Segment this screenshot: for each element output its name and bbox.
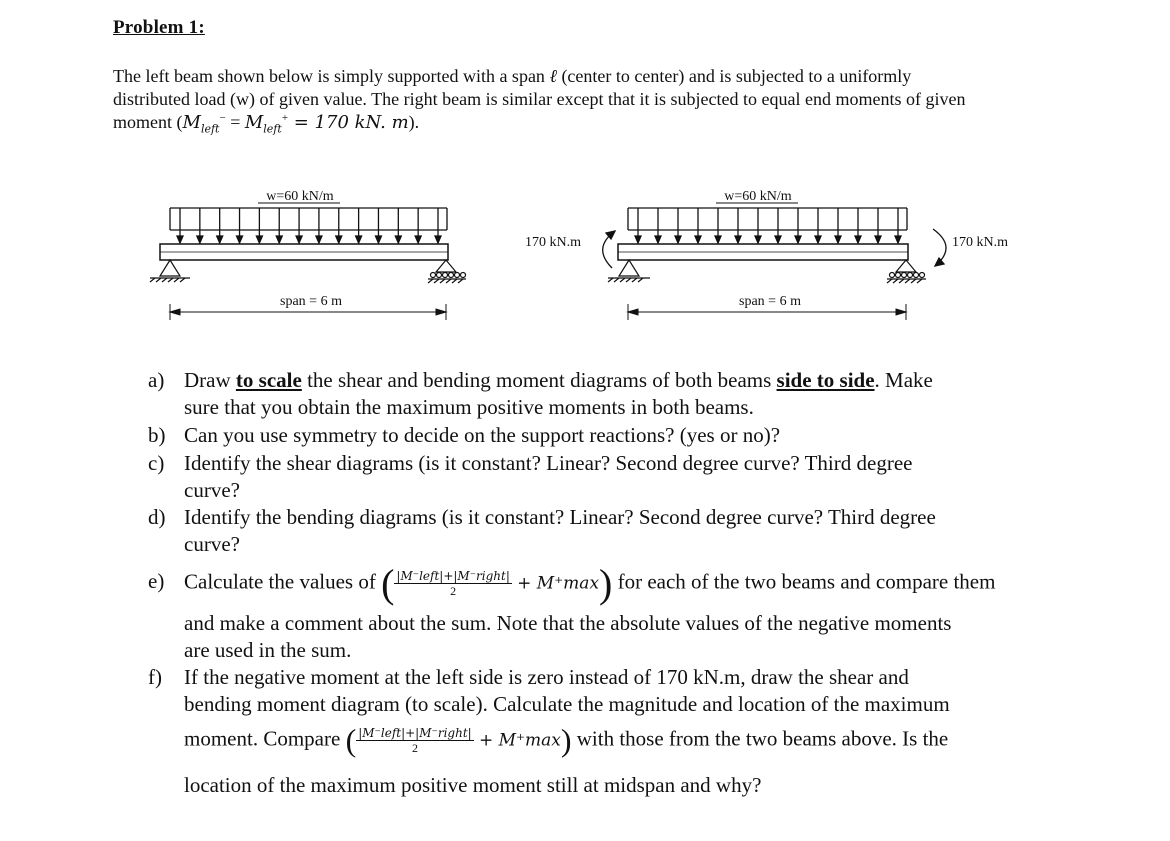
load-arrowhead	[177, 236, 183, 243]
intro-line-2: distributed load (w) of given value. The right beam is similar except that it is subjected to equal end moments of given	[113, 89, 966, 109]
emphasis-side-to-side: side to side	[776, 368, 875, 392]
load-arrowhead	[375, 236, 381, 243]
question-f-line-4: location of the maximum positive moment still at midspan and why?	[184, 773, 762, 797]
left-moment-label: 170 kN.m	[525, 235, 581, 250]
load-arrowhead	[237, 236, 243, 243]
right-beam-pin-support	[608, 260, 650, 282]
load-arrowhead	[835, 236, 841, 243]
problem-title: Problem 1:	[113, 17, 205, 38]
question-c: c) Identify the shear diagrams (is it constant? Linear? Second degree curve? Third degree	[148, 451, 913, 475]
question-f-line-2: bending moment diagram (to scale). Calculate the magnitude and location of the maximum	[184, 692, 950, 716]
left-end-moment-arrow	[603, 231, 615, 268]
moment-sum-fraction-f: $\frac{\text{|M⁻left|+|M⁻right|}}{2}$	[358, 726, 472, 755]
load-arrowhead	[735, 236, 741, 243]
load-arrowhead	[356, 236, 362, 243]
load-arrowhead	[815, 236, 821, 243]
question-e: e) Calculate the values of ( $\frac{\text{|M⁻left|+|M⁻right|}}{2}$ + M⁺max) for each of the two beams and compare them	[148, 561, 996, 606]
load-arrowhead	[256, 236, 262, 243]
right-load-label: w=60 kN/m	[724, 189, 792, 204]
load-arrowhead	[217, 236, 223, 243]
moment-sum-fraction: $\frac{\text{|M⁻left|+|M⁻right|}}{2}$	[396, 569, 510, 598]
load-arrowhead	[715, 236, 721, 243]
question-d: d) Identify the bending diagrams (is it constant? Linear? Second degree curve? Third degree	[148, 505, 936, 529]
load-arrowhead	[415, 236, 421, 243]
load-arrowhead	[755, 236, 761, 243]
load-arrowhead	[675, 236, 681, 243]
load-arrowhead	[296, 236, 302, 243]
load-arrowhead	[895, 236, 901, 243]
right-beam-roller-support	[887, 260, 926, 283]
span-symbol: ℓ	[549, 66, 557, 87]
left-span-label: span = 6 m	[280, 294, 342, 309]
right-span-label: span = 6 m	[739, 294, 801, 309]
question-d-line-2: curve?	[184, 532, 240, 556]
load-arrowhead	[655, 236, 661, 243]
question-a-line-2: sure that you obtain the maximum positive moments in both beams.	[184, 395, 754, 419]
load-arrowhead	[855, 236, 861, 243]
load-arrowhead	[875, 236, 881, 243]
load-arrowhead	[695, 236, 701, 243]
load-arrowhead	[795, 236, 801, 243]
question-f: f) If the negative moment at the left side is zero instead of 170 kN.m, draw the shear and	[148, 665, 909, 689]
left-beam-group	[150, 189, 466, 320]
question-e-line-3: are used in the sum.	[184, 638, 352, 662]
question-a: a) Draw to scale the shear and bending moment diagrams of both beams side to side. Make	[148, 368, 933, 392]
right-beam-group	[525, 189, 1008, 320]
left-beam-roller-support	[428, 260, 466, 283]
beam-diagrams	[0, 160, 1170, 330]
question-c-line-2: curve?	[184, 478, 240, 502]
load-arrowhead	[635, 236, 641, 243]
load-arrowhead	[775, 236, 781, 243]
question-f-line-3: moment. Compare ( $\frac{\text{|M⁻left|+|M⁻right|}}{2}$ + M⁺max) with those from the two beams above. Is the	[184, 722, 949, 758]
load-arrowhead	[395, 236, 401, 243]
question-e-line-2: and make a comment about the sum. Note that the absolute values of the negative moments	[184, 611, 952, 635]
load-arrowhead	[336, 236, 342, 243]
load-arrowhead	[276, 236, 282, 243]
intro-line-1: The left beam shown below is simply supported with a span ℓ (center to center) and is subjected to a uniformly	[113, 66, 912, 87]
left-distributed-load	[170, 208, 447, 243]
right-distributed-load	[628, 208, 907, 243]
question-b: b) Can you use symmetry to decide on the support reactions? (yes or no)?	[148, 423, 781, 447]
right-moment-label: 170 kN.m	[952, 235, 1008, 250]
intro-line-3: moment ($M_{left}^- = M_{left}^+ = 170$ kN. m).	[113, 112, 420, 136]
right-end-moment-arrow	[933, 229, 946, 266]
left-beam-pin-support	[150, 260, 190, 282]
load-arrowhead	[316, 236, 322, 243]
emphasis-to-scale: to scale	[235, 368, 302, 392]
left-load-label: w=60 kN/m	[266, 189, 334, 204]
load-arrowhead	[197, 236, 203, 243]
load-arrowhead	[435, 236, 441, 243]
